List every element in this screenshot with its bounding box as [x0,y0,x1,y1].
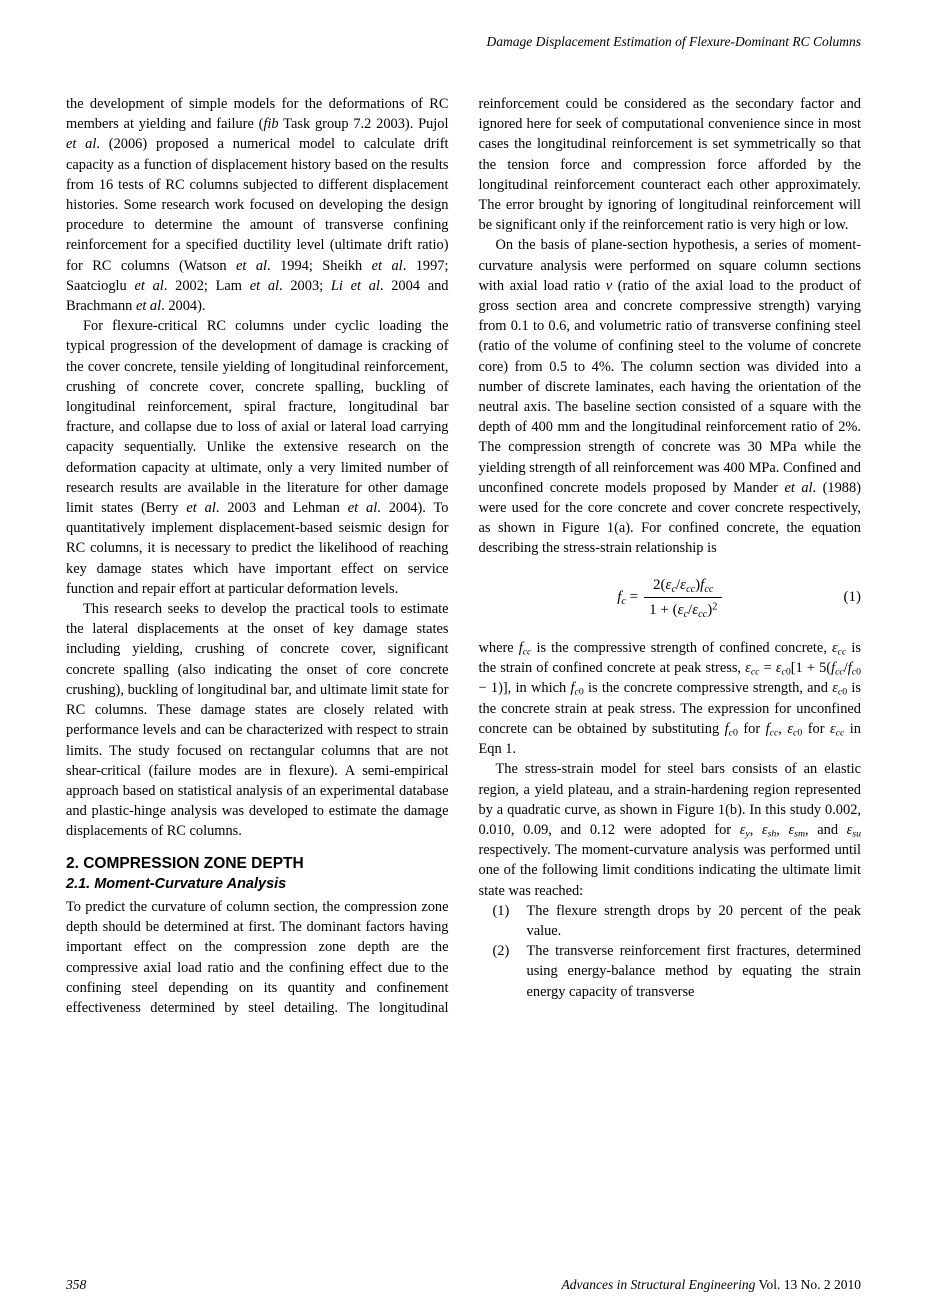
running-title: Damage Displacement Estimation of Flexure-Dominant RC Columns [486,34,861,49]
two-column-body [66,94,861,1018]
equation-number: (1) [843,589,861,606]
right-column [479,94,862,1018]
equation-fraction [644,575,722,620]
list-item-marker: (1) [492,902,510,919]
subsection-heading-moment-curvature: 2.1. Moment-Curvature Analysis [66,875,287,892]
paragraph-intro-continuation: the development of simple models for the deformations of RC members at yielding and failure (fib Task group 7.2 2003). Pujol et al. (2006) proposed a numerical model to calculate drift capacity as a function of displacement history based on the results from 16 tests of RC columns subjected to different displacement histories. Some research work focused on developing the design procedure to determine the amount of transverse confining reinforcement for a specified ductility level (ultimate drift ratio) for RC columns (Watson et al. 1994; Sheikh et al. 1997; Saatcioglu et al. 2002; Lam et al. 2003; Li et al. 2004 and Brachmann et al. 2004). [66,96,449,315]
list-item-limit-condition-1 [493,901,862,941]
list-item-text: The flexure strength drops by 20 percent of the peak value. [526,902,861,939]
journal-name: Advances in Structural Engineering [561,1277,756,1292]
page-number: 358 [66,1277,87,1292]
equation-lhs: $f_c$ = [617,589,639,608]
paragraph-confined-concrete-definitions: where $f_{cc}$ is the compressive strength of confined concrete, $\varepsilon_{cc}$ is the strain of confined concrete at peak stress, $\varepsilon_{cc} = \varepsilon_{c0}[1 + 5(f_{cc}/f_{c0} - 1)]$, in which $f_{c0}$ is the concrete compressive strength, and $\varepsilon_{c0}$ is the concrete strain at peak stress. The expression for unconfined concrete can be obtained by substituting $f_{c0}$ for $f_{cc}$, $\varepsilon_{c0}$ for $\varepsilon_{cc}$ in Eqn 1. [478,640,861,758]
paragraph-compression-zone: To predict the curvature of column section, the compression zone depth should be determined at first. The dominant factors having important effect on the compression zone depth are the compressive axial load ratio and the confining effect due to the confining steel depending on its quantity and confinement effectiveness determined by steel detailing. The longitudinal [66,898,449,1016]
list-item-text: The transverse reinforcement first fractures, determined using energy-balance method by equating the strain energy capacity of transverse [526,943,861,1000]
equation-numerator: $2(\varepsilon_c/\varepsilon_{cc})f_{cc}$ [653,576,714,595]
paragraph-reinforcement-secondary: reinforcement could be considered as the secondary factor and ignored here for seek of computational convenience since in most cases the longitudinal reinforcement is set symmetrically so that the tension force and compression force afforded by the longitudinal reinforcement counteract each other approximately. The error brought by ignoring of longitudinal reinforcement will be significant only if the reinforcement ratio is very high or low. [478,96,861,234]
section-heading-compression-zone-depth: 2. COMPRESSION ZONE DEPTH [66,854,304,872]
equation-denominator: $1 + (\varepsilon_c/\varepsilon_{cc})^2$ [644,597,722,620]
list-item-limit-condition-2 [493,941,862,1002]
journal-reference [562,1277,861,1293]
paragraph-steel-stress-strain: The stress-strain model for steel bars consists of an elastic region, a yield plateau, and a strain-hardening region represented by a quadratic curve, as shown in Figure 1(b). In this study 0.002, 0.010, 0.09, and 0.12 were adopted for $\varepsilon_y$, $\varepsilon_{sh}$, $\varepsilon_{sm}$, and $\varepsilon_{su}$ respectively. The moment-curvature analysis was performed until one of the following limit conditions indicating the ultimate limit state was reached: [478,761,861,899]
list-item-marker: (2) [492,943,510,960]
paragraph-plane-section-analysis: On the basis of plane-section hypothesis, a series of moment-curvature analysis were performed on square column sections with axial load ratio ν (ratio of the axial load to the product of gross section area and concrete compressive strength) varying from 0.1 to 0.6, and volumetric ratio of transverse confining steel (ratio of the volume of confining steel to the volume of concrete core) from 0.5 to 4%. The column section was divided into a number of discrete laminates, each having the orientation of the neutral axis. The baseline section consisted of a square with the depth of 400 mm and the longitudinal reinforcement ratio of 2%. The compression strength of concrete was 30 MPa while the yielding strength of all reinforcement was 400 MPa. Confined and unconfined concrete models proposed by Mander et al. (1988) were used for the core concrete and cover concrete respectively, as shown in Figure 1(a). For confined concrete, the equation describing the stress-strain relationship is [478,237,862,557]
paragraph-damage-progression: For flexure-critical RC columns under cyclic loading the typical progression of the development of damage is cracking of the cover concrete, tensile yielding of longitudinal reinforcement, crushing of concrete cover, concrete spalling, buckling of longitudinal reinforcement, spiral fracture, longitudinal bar fracture, and collapse due to loss of axial or lateral load carrying capacity sequentially. Unlike the extensive research on the deformation capacity at ultimate, only a very limited number of research results are available in the literature for other damage limit states (Berry et al. 2003 and Lehman et al. 2004). To quantitatively implement displacement-based seismic design for RC columns, it is necessary to predict the likelihood of reaching key damage states which have important effect on service function and repair effort at particular deformation levels. [66,318,449,597]
journal-issue-info: Vol. 13 No. 2 2010 [755,1277,861,1292]
left-column [66,94,449,1018]
page-footer [66,1277,861,1293]
equation-1 [479,575,862,620]
paragraph-research-goal: This research seeks to develop the practical tools to estimate the lateral displacements at the onset of key damage states including yielding, crushing of concrete cover, significant concrete spalling (also indicating the onset of core concrete crushing), buckling of longitudinal bar, and ultimate limit state for RC columns. These damage states are closely related with performance levels and can be characterized with respect to strain limits. The study focused on rectangular columns that are not shear-critical (failure modes are in flexure). A semi-empirical approach based on statistical analysis of an experimental database and plastic-hinge analysis was developed to estimate the damage displacements of RC columns. [66,601,449,840]
